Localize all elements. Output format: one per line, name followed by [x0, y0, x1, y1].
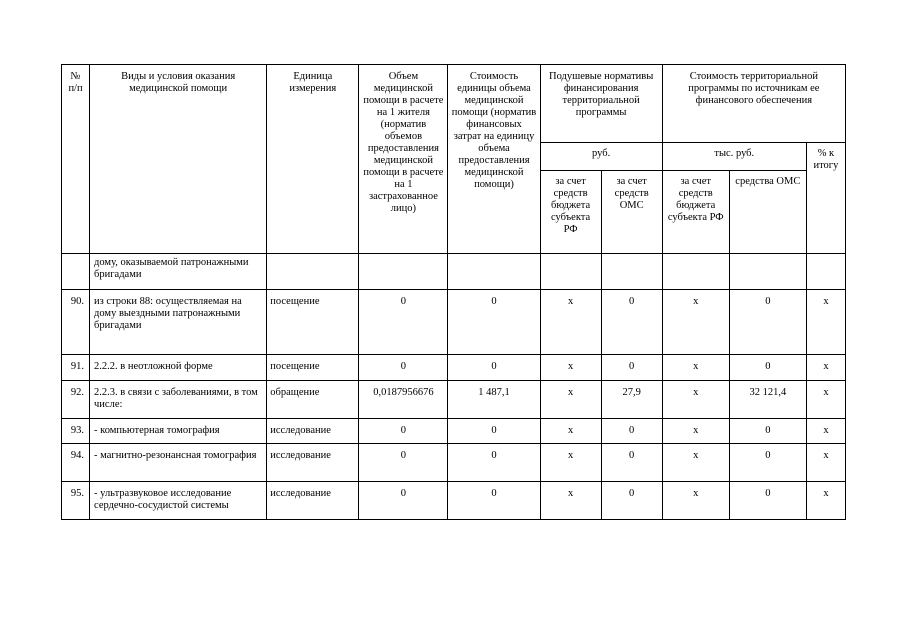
- cell-volume: 0: [359, 444, 448, 482]
- cell-unit: исследование: [267, 419, 359, 444]
- cell-percent: х: [806, 290, 845, 355]
- header-oms-thousand: средства ОМС: [729, 171, 806, 254]
- cell-budget-rub: х: [540, 482, 601, 520]
- cell-oms-thousand: 0: [729, 444, 806, 482]
- cell-budget-thousand: х: [662, 381, 729, 419]
- cell-unit: исследование: [267, 444, 359, 482]
- cell-unit: посещение: [267, 290, 359, 355]
- cell-desc: из строки 88: осуществляемая на дому выездными патронажными бригадами: [90, 290, 267, 355]
- header-thousand-rub: тыс. руб.: [662, 143, 806, 171]
- table-row-continuation: [62, 254, 846, 290]
- cell-num: 93.: [62, 419, 90, 444]
- cell-oms-thousand: 0: [729, 355, 806, 381]
- cell-volume: 0: [359, 419, 448, 444]
- cell-cost: 0: [448, 290, 540, 355]
- cell-percent: х: [806, 419, 845, 444]
- cell-percent: х: [806, 381, 845, 419]
- header-unit: Единица измерения: [267, 65, 359, 254]
- cell-desc: 2.2.3. в связи с заболеваниями, в том числе:: [90, 381, 267, 419]
- cell-budget-thousand: х: [662, 355, 729, 381]
- cell-oms-thousand: 0: [729, 419, 806, 444]
- cell-desc: дому, оказываемой патронажными бригадами: [90, 254, 267, 290]
- header-budget-thousand: за счет средств бюджета субъекта РФ: [662, 171, 729, 254]
- cell-volume: 0: [359, 355, 448, 381]
- cell-budget-thousand: х: [662, 482, 729, 520]
- table-row: [62, 355, 846, 381]
- cell-cost: 0: [448, 444, 540, 482]
- cell-oms-thousand: 0: [729, 290, 806, 355]
- cell-oms-thousand: 32 121,4: [729, 381, 806, 419]
- cell-unit: обращение: [267, 381, 359, 419]
- cell-budget-thousand: х: [662, 419, 729, 444]
- cell-desc: 2.2.2. в неотложной форме: [90, 355, 267, 381]
- cell-budget-thousand: х: [662, 444, 729, 482]
- cell-budget-thousand: [662, 254, 729, 290]
- cell-desc: - ультразвуковое исследование сердечно-сосудистой системы: [90, 482, 267, 520]
- header-per-capita: Подушевые нормативы финансирования территориальной программы: [540, 65, 662, 143]
- cell-cost: 0: [448, 482, 540, 520]
- cell-oms-rub: 0: [601, 482, 662, 520]
- cell-cost: 0: [448, 355, 540, 381]
- cell-unit: [267, 254, 359, 290]
- cell-oms-rub: 0: [601, 419, 662, 444]
- cell-num: 91.: [62, 355, 90, 381]
- header-care-type: Виды и условия оказания медицинской помощи: [90, 65, 267, 254]
- cell-budget-rub: х: [540, 290, 601, 355]
- cell-oms-rub: 0: [601, 444, 662, 482]
- cell-budget-rub: х: [540, 444, 601, 482]
- cell-unit: исследование: [267, 482, 359, 520]
- cell-cost: 1 487,1: [448, 381, 540, 419]
- header-volume: Объем медицинской помощи в расчете на 1 жителя (норматив объемов предоставления медицинской помощи в расчете на 1 застрахованное лицо): [359, 65, 448, 254]
- header-territorial-cost: Стоимость территориальной программы по источникам ее финансового обеспечения: [662, 65, 845, 143]
- cell-unit: посещение: [267, 355, 359, 381]
- cell-volume: [359, 254, 448, 290]
- header-num: № п/п: [62, 65, 90, 254]
- cell-volume: 0: [359, 482, 448, 520]
- cell-desc: - компьютерная томография: [90, 419, 267, 444]
- cell-oms-rub: 0: [601, 355, 662, 381]
- cell-oms-rub: 27,9: [601, 381, 662, 419]
- cell-num: 92.: [62, 381, 90, 419]
- cell-budget-rub: х: [540, 355, 601, 381]
- cell-percent: х: [806, 482, 845, 520]
- cell-oms-thousand: [729, 254, 806, 290]
- cell-budget-rub: х: [540, 381, 601, 419]
- cell-percent: х: [806, 444, 845, 482]
- header-unit-cost: Стоимость единицы объема медицинской помощи (норматив финансовых затрат на единицу объема предоставления медицинской помощи): [448, 65, 540, 254]
- cell-num: [62, 254, 90, 290]
- financing-table: [61, 64, 846, 520]
- cell-oms-rub: 0: [601, 290, 662, 355]
- cell-budget-rub: [540, 254, 601, 290]
- cell-cost: 0: [448, 419, 540, 444]
- cell-volume: 0,0187956676: [359, 381, 448, 419]
- cell-num: 90.: [62, 290, 90, 355]
- header-rub: руб.: [540, 143, 662, 171]
- table-row: [62, 444, 846, 482]
- cell-budget-thousand: х: [662, 290, 729, 355]
- cell-num: 94.: [62, 444, 90, 482]
- header-budget-rub: за счет средств бюджета субъекта РФ: [540, 171, 601, 254]
- cell-oms-rub: [601, 254, 662, 290]
- cell-budget-rub: х: [540, 419, 601, 444]
- cell-num: 95.: [62, 482, 90, 520]
- cell-volume: 0: [359, 290, 448, 355]
- cell-percent: х: [806, 355, 845, 381]
- header-percent: % к итогу: [806, 143, 845, 254]
- cell-desc: - магнитно-резонансная томография: [90, 444, 267, 482]
- header-oms-rub: за счет средств ОМС: [601, 171, 662, 254]
- cell-cost: [448, 254, 540, 290]
- cell-oms-thousand: 0: [729, 482, 806, 520]
- table-row: [62, 482, 846, 520]
- table-row: [62, 290, 846, 355]
- table-row: [62, 419, 846, 444]
- table-row: [62, 381, 846, 419]
- cell-percent: [806, 254, 845, 290]
